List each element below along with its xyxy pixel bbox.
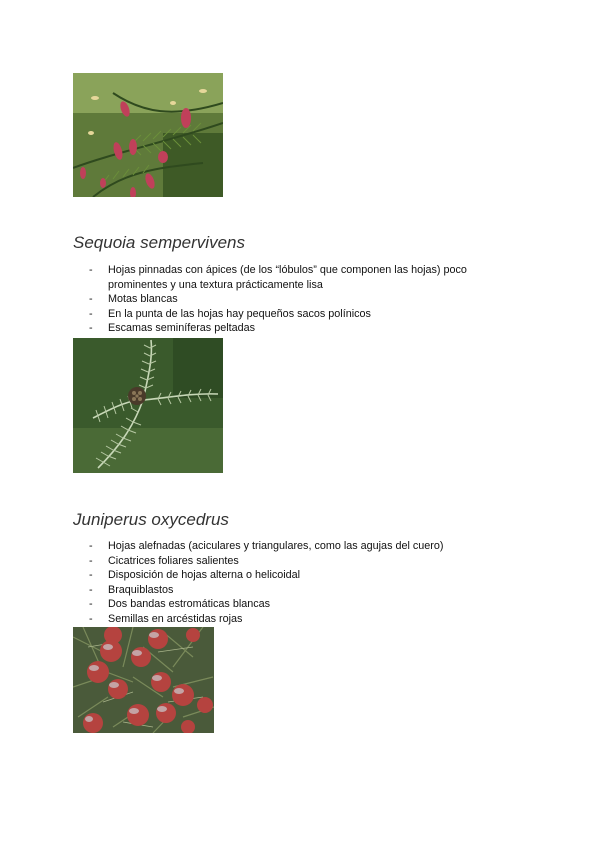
list-item: - Semillas en arcéstidas rojas bbox=[89, 612, 243, 625]
list-item: - Motas blancas bbox=[89, 293, 178, 305]
list-item: - Disposición de hojas alterna o helicoidal bbox=[89, 569, 301, 581]
juniperus-traits-list bbox=[73, 539, 493, 626]
list-item: - Dos bandas estromáticas blancas bbox=[89, 598, 271, 610]
spruce-photo bbox=[73, 73, 223, 197]
list-item: - Cicatrices foliares salientes bbox=[89, 554, 239, 567]
juniper-photo bbox=[73, 627, 214, 733]
list-item: - Hojas pinnadas con ápices (de los “lóbulos” que componen las hojas) poco prominentes y una textura prácticamente lisa bbox=[89, 264, 467, 291]
section-title-sequoia: Sequoia sempervivens bbox=[73, 233, 245, 252]
sequoia-photo bbox=[73, 338, 223, 473]
list-item: - Escamas seminíferas peltadas bbox=[89, 322, 256, 334]
list-item: - Braquiblastos bbox=[89, 583, 174, 596]
section-title-juniperus: Juniperus oxycedrus bbox=[73, 510, 229, 529]
list-item: - Hojas alefnadas (aciculares y triangulares, como las agujas del cuero) bbox=[89, 540, 444, 552]
sequoia-traits-list bbox=[73, 263, 493, 336]
list-item: - En la punta de las hojas hay pequeños sacos polínicos bbox=[89, 307, 371, 320]
